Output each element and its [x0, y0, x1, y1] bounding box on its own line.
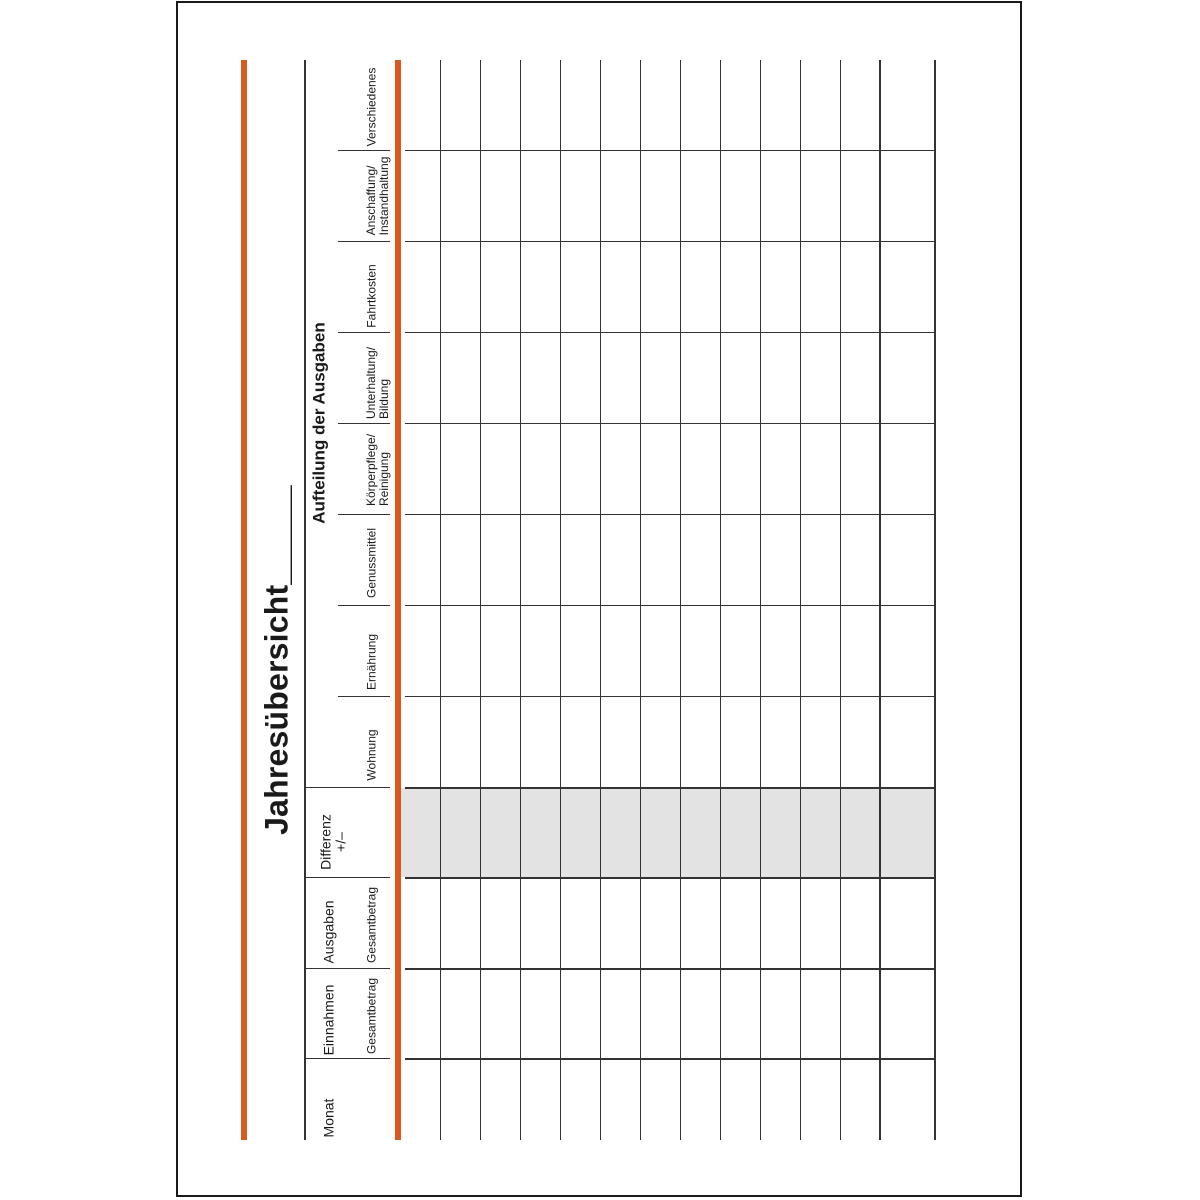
category-label-7-line1: Anschaffung/	[363, 165, 378, 236]
category-label-5	[365, 347, 391, 419]
category-tick-4	[338, 423, 390, 424]
grid-vline-11	[840, 60, 841, 1140]
category-label-6: Fahrtkosten	[364, 264, 379, 328]
grid-vline-4	[560, 60, 561, 1140]
breakdown-title: Aufteilung der Ausgaben	[309, 322, 329, 524]
difference-divider	[305, 877, 390, 878]
category-label-7	[365, 157, 391, 236]
page-title	[259, 485, 294, 835]
breakdown-divider	[305, 787, 390, 788]
category-label-3: Genussmittel	[364, 527, 379, 599]
grid-vline-7	[680, 60, 681, 1140]
category-tick-7	[338, 696, 390, 697]
difference-header	[319, 814, 350, 870]
category-tick-2	[338, 241, 390, 242]
accent-stripe-left	[241, 60, 247, 1140]
category-tick-6	[338, 605, 390, 606]
category-tick-5	[338, 514, 390, 515]
category-label-7-line2: Instandhaltung	[377, 156, 391, 236]
expenses-divider	[305, 968, 390, 969]
grid-vline-10	[800, 60, 801, 1140]
grid-hline-7	[405, 696, 935, 697]
grid-vline-6	[640, 60, 641, 1140]
grid-hline-10	[405, 968, 935, 970]
difference-sign: +/–	[333, 832, 349, 852]
income-subheader: Gesamtbetrag	[364, 977, 379, 1055]
grid-hline-9	[405, 877, 935, 879]
month-header: Monat	[320, 1098, 337, 1138]
grid-hline-5	[405, 514, 935, 515]
accent-stripe-right	[395, 60, 401, 1140]
category-label-5-line2: Bildung	[377, 378, 391, 420]
difference-column-shade	[401, 788, 935, 877]
grid-vline-9	[760, 60, 761, 1140]
difference-label: Differenz	[317, 814, 334, 870]
month-divider	[305, 1058, 390, 1059]
income-header: Einnahmen	[320, 984, 337, 1056]
category-label-2: Ernährung	[364, 633, 379, 691]
grid-hline-8	[405, 787, 935, 789]
category-label-4-line1: Körperpflege/	[363, 433, 378, 507]
category-label-8: Verschiedenes	[364, 67, 379, 147]
title-text: Jahresübersicht	[258, 584, 295, 835]
grid-vline-12	[879, 60, 881, 1140]
grid-vline-3	[520, 60, 521, 1140]
grid-vline-end	[934, 60, 936, 1140]
form-sheet	[176, 1, 1022, 1197]
grid-vline-2	[480, 60, 481, 1140]
category-label-5-line1: Unterhaltung/	[363, 346, 378, 420]
category-tick-1	[338, 150, 390, 151]
grid-hline-2	[405, 241, 935, 242]
category-label-1: Wohnung	[364, 729, 379, 781]
grid-vline-5	[600, 60, 601, 1140]
grid-vline-1	[440, 60, 441, 1140]
category-label-4	[365, 434, 391, 506]
grid-hline-1	[405, 150, 935, 151]
expenses-subheader: Gesamtbetrag	[364, 886, 379, 964]
grid-hline-3	[405, 332, 935, 333]
category-tick-3	[338, 332, 390, 333]
grid-hline-6	[405, 605, 935, 606]
title-blank: ________	[267, 485, 293, 585]
grid-vline-8	[720, 60, 721, 1140]
grid-hline-4	[405, 423, 935, 424]
expenses-header: Ausgaben	[320, 900, 337, 964]
header-left-border	[304, 60, 306, 1140]
category-label-4-line2: Reinigung	[377, 451, 391, 507]
grid-hline-11	[405, 1058, 935, 1060]
